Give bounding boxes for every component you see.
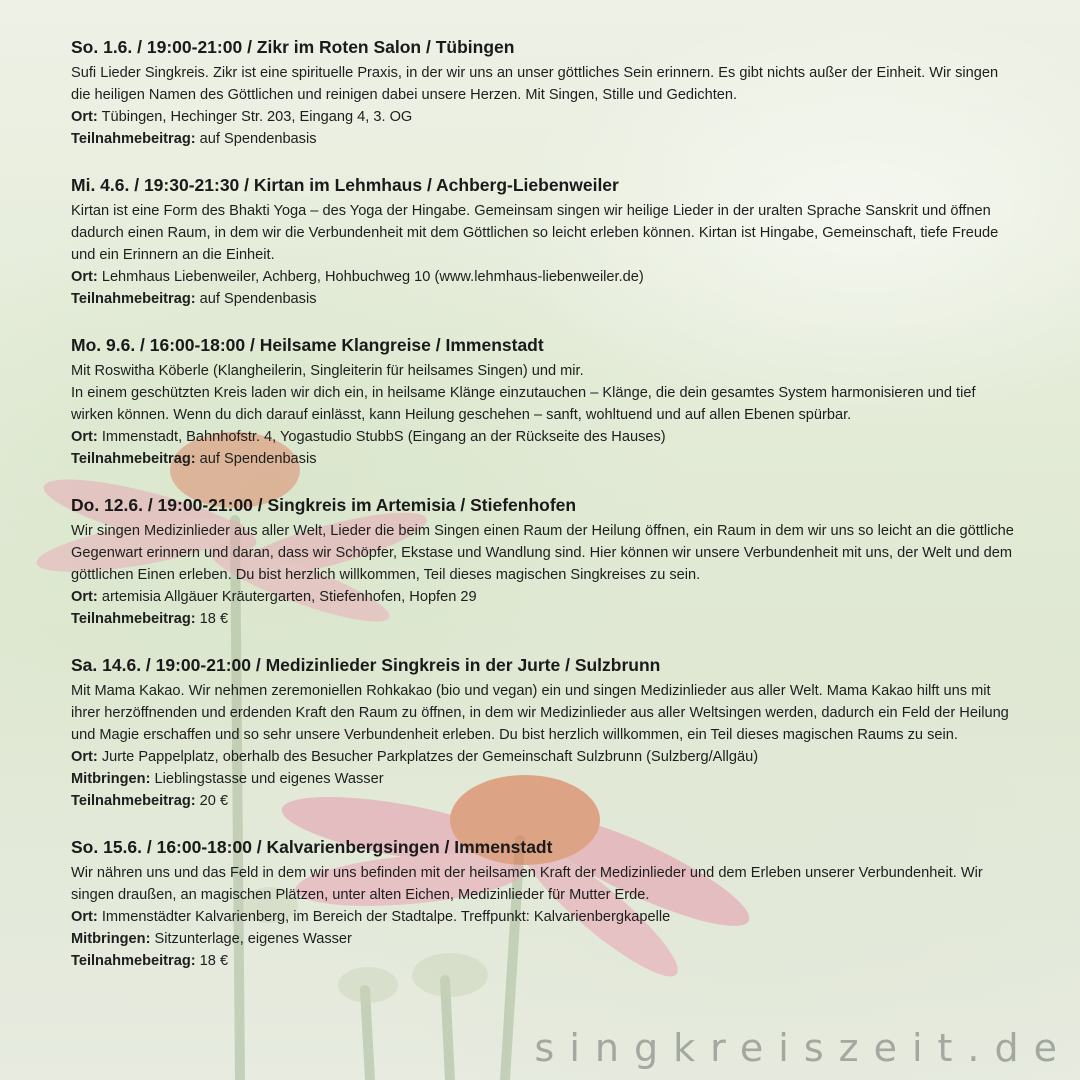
event-location [71,746,1021,768]
event-title: Mi. 4.6. / 19:30-21:30 / Kirtan im Lehmhaus / Achberg-Liebenweiler [71,175,619,195]
event-title: So. 15.6. / 16:00-18:00 / Kalvarienbergsingen / Immenstadt [71,837,553,857]
event-title: Sa. 14.6. / 19:00-21:00 / Medizinlieder Singkreis in der Jurte / Sulzbrunn [71,655,661,675]
event-fee [71,128,1021,150]
location-value: Immenstädter Kalvarienberg, im Bereich der Stadtalpe. Treffpunkt: Kalvarienbergkapelle [101,909,671,925]
fee-label: Teilnahmebeitrag: [71,451,196,467]
location-value: Jurte Pappelplatz, oberhalb des Besucher Parkplatzes der Gemeinschaft Sulzbrunn (Sulzberg/Allgäu) [101,749,759,765]
location-label: Ort: [71,269,98,285]
event-title: Mo. 9.6. / 16:00-18:00 / Heilsame Klangreise / Immenstadt [71,335,544,355]
event-description: Sufi Lieder Singkreis. Zikr ist eine spirituelle Praxis, in der wir uns an unser göttliches Sein erinnern. Es gibt nichts außer der Einheit. Wir singen die heiligen Namen des Göttlichen und reinigen dabei unsere Herzen. Mit Singen, Stille und Gedichten. [71,65,999,103]
event-location [71,266,1021,288]
event-description: Wir singen Medizinlieder aus aller Welt, Lieder die beim Singen einen Raum der Heilung öffnen, ein Raum in dem wir uns so leicht an die göttliche Gegenwart erinnern und daran, dass wir Schöpfer, Ekstase und Wandlung sind. Hier können wir unsere Verbundenheit mit uns, der Welt und dem göttlichen Einen erleben. Du bist herzlich willkommen, Teil dieses magischen Singkreises zu sein. [71,523,1014,583]
event-item [71,334,1021,470]
event-title: So. 1.6. / 19:00-21:00 / Zikr im Roten Salon / Tübingen [71,37,515,57]
event-item [71,836,1021,972]
location-label: Ort: [71,749,98,765]
fee-label: Teilnahmebeitrag: [71,611,196,627]
location-label: Ort: [71,909,98,925]
event-fee [71,950,1021,972]
event-fee [71,608,1021,630]
event-item [71,494,1021,630]
event-location [71,426,1021,448]
bring-value: Lieblingstasse und eigenes Wasser [154,771,384,787]
event-item [71,654,1021,812]
event-item [71,36,1021,150]
location-value: Lehmhaus Liebenweiler, Achberg, Hohbuchweg 10 (www.lehmhaus-liebenweiler.de) [101,269,644,285]
location-value: Immenstadt, Bahnhofstr. 4, Yogastudio StubbS (Eingang an der Rückseite des Hauses) [101,429,666,445]
event-bring [71,768,1021,790]
fee-label: Teilnahmebeitrag: [71,291,196,307]
event-fee [71,448,1021,470]
fee-value: 20 € [199,793,229,809]
location-label: Ort: [71,589,98,605]
event-bring [71,928,1021,950]
location-label: Ort: [71,429,98,445]
fee-value: auf Spendenbasis [199,291,317,307]
event-title: Do. 12.6. / 19:00-21:00 / Singkreis im Artemisia / Stiefenhofen [71,495,577,515]
bring-label: Mitbringen: [71,771,151,787]
fee-label: Teilnahmebeitrag: [71,953,196,969]
location-value: Tübingen, Hechinger Str. 203, Eingang 4, 3. OG [101,109,413,125]
event-description: In einem geschützten Kreis laden wir dich ein, in heilsame Klänge einzutauchen – Klänge, die dein gesamtes System harmonisieren und tief wirken können. Wenn du dich darauf einlässt, kann Heilung geschehen – sanft, wohltuend und auf allen Ebenen spürbar. [71,385,976,423]
bring-label: Mitbringen: [71,931,151,947]
event-description: Wir nähren uns und das Feld in dem wir uns befinden mit der heilsamen Kraft der Medizinlieder und dem Erleben unserer Verbundenheit. Wir singen draußen, an magischen Plätzen, unter alten Eichen, Medizinlieder für Mutter Erde. [71,865,983,903]
location-value: artemisia Allgäuer Kräutergarten, Stiefenhofen, Hopfen 29 [101,589,477,605]
event-intro: Mit Roswitha Köberle (Klangheilerin, Singleiterin für heilsames Singen) und mir. [71,363,584,379]
fee-value: 18 € [199,953,229,969]
website-footer: singkreiszeit.de [534,1026,1072,1070]
event-description: Kirtan ist eine Form des Bhakti Yoga – des Yoga der Hingabe. Gemeinsam singen wir heilige Lieder in der uralten Sprache Sanskrit und öffnen dadurch einen Raum, in dem wir die Verbundenheit mit dem Göttlichen so leicht erleben können. Kirtan ist Hingabe, Gemeinschaft, tiefe Freude und ein Erinnern an die Einheit. [71,203,999,263]
bring-value: Sitzunterlage, eigenes Wasser [154,931,352,947]
fee-value: 18 € [199,611,229,627]
event-location [71,906,1021,928]
event-list [71,36,1021,996]
fee-value: auf Spendenbasis [199,451,317,467]
fee-label: Teilnahmebeitrag: [71,131,196,147]
event-fee [71,790,1021,812]
fee-label: Teilnahmebeitrag: [71,793,196,809]
event-item [71,174,1021,310]
fee-value: auf Spendenbasis [199,131,317,147]
location-label: Ort: [71,109,98,125]
event-location [71,586,1021,608]
event-location [71,106,1021,128]
event-description: Mit Mama Kakao. Wir nehmen zeremoniellen Rohkakao (bio und vegan) ein und singen Medizinlieder aus aller Welt. Mama Kakao hilft uns mit ihrer herzöffnenden und erdenden Kraft den Raum zu öffnen, in dem wir Medizinlieder aus aller Weltsingen werden, dadurch ein Feld der Heilung und Magie erschaffen und so sehr unsere Verbundenheit erleben. Du bist herzlich willkommen, ein Teil dieses magischen Raums zu sein. [71,683,1009,743]
event-fee [71,288,1021,310]
